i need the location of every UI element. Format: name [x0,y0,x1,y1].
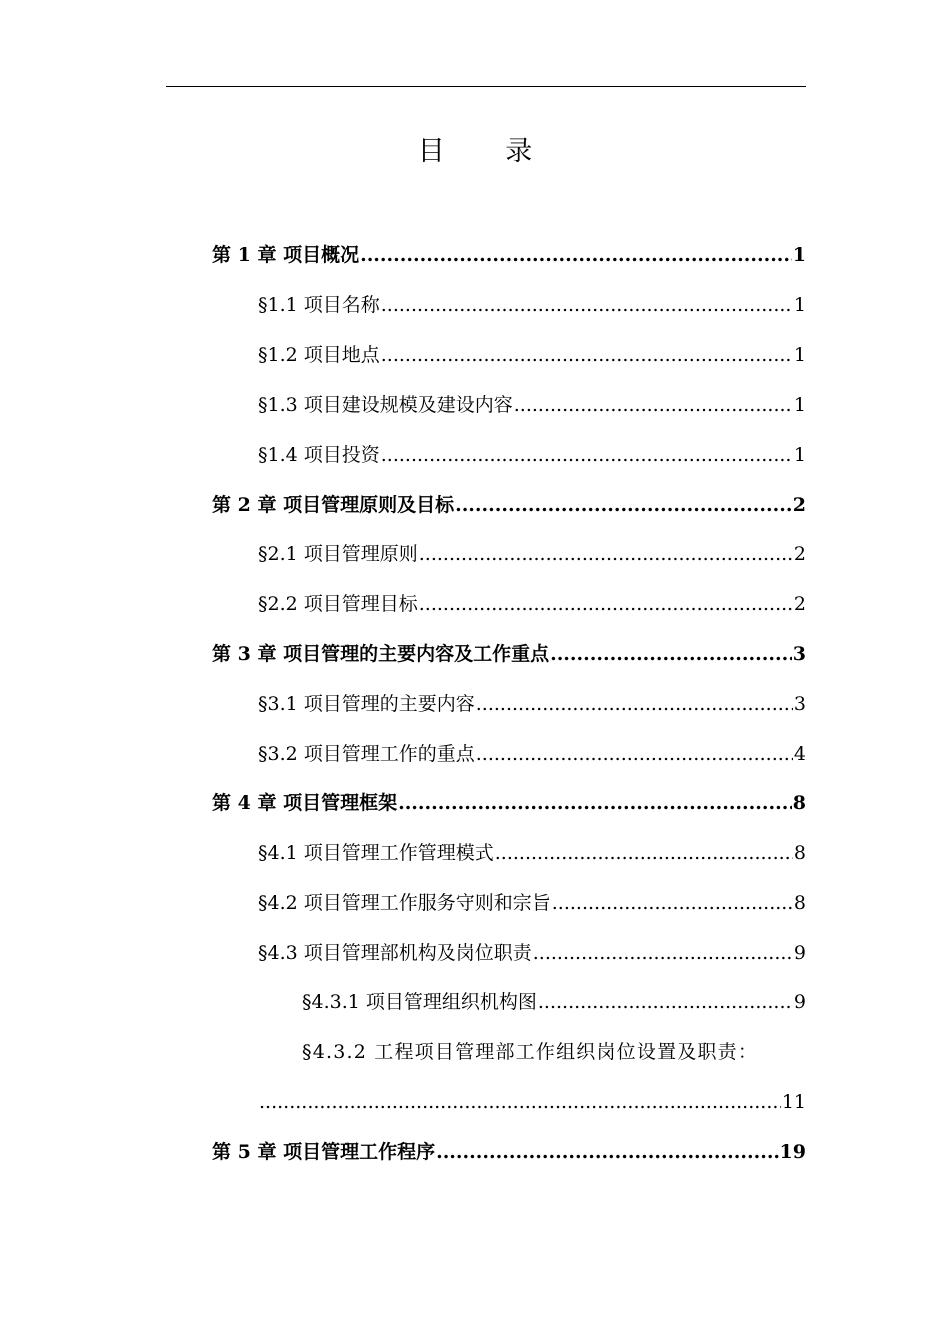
toc-entry-page: 1 [792,244,806,266]
toc-leader-dots [381,442,793,468]
toc-entry-label: §4.3.1 项目管理组织机构图 [302,991,537,1013]
toc-entry-page: 9 [793,991,806,1013]
toc-entry-4-3-2-continuation[interactable] [258,1089,806,1115]
toc-entry-chapter-3[interactable] [212,641,806,667]
toc-entry-2-1[interactable] [258,541,806,567]
toc-leader-dots [514,392,793,418]
toc-entry-1-1[interactable] [258,292,806,318]
toc-entry-label: §1.2 项目地点 [258,344,380,366]
toc-entry-label: §1.1 项目名称 [258,294,380,316]
toc-entry-page: 2 [793,593,806,615]
toc-entry-page: 1 [793,294,806,316]
toc-entry-label: §4.2 项目管理工作服务守则和宗旨 [258,892,551,914]
toc-entry-4-3[interactable] [258,940,806,966]
toc-entry-chapter-4[interactable] [212,790,806,816]
toc-entry-chapter-5[interactable] [212,1139,806,1165]
toc-leader-dots [550,641,792,667]
toc-entry-page: 8 [793,892,806,914]
toc-leader-dots [259,1089,781,1115]
toc-leader-dots [398,790,792,816]
toc-entry-label: §2.2 项目管理目标 [258,593,418,615]
toc-entry-page: 3 [792,643,806,665]
toc-entry-label: §1.3 项目建设规模及建设内容 [258,394,513,416]
toc-entry-3-1[interactable] [258,691,806,717]
toc-entry-page: 1 [793,344,806,366]
toc-entry-chapter-2[interactable] [212,492,806,518]
toc-leader-dots [533,940,793,966]
toc-entry-page: 3 [793,693,806,715]
toc-leader-dots [552,890,793,916]
toc-leader-dots [436,1139,778,1165]
toc-leader-dots [381,292,793,318]
toc-entry-1-2[interactable] [258,342,806,368]
toc-entry-page: 19 [779,1141,806,1163]
toc-entry-4-1[interactable] [258,840,806,866]
toc-entry-page: 4 [793,743,806,765]
toc-entry-page: 8 [793,842,806,864]
toc-entry-label: 第 3 章 项目管理的主要内容及工作重点 [212,643,550,665]
toc-entry-label: §2.1 项目管理原则 [258,543,418,565]
toc-entry-page: 1 [793,444,806,466]
toc-entry-1-4[interactable] [258,442,806,468]
toc-entry-4-3-2-label[interactable]: §4.3.2 工程项目管理部工作组织岗位设置及职责： [302,1041,759,1063]
toc-leader-dots [455,492,792,518]
toc-leader-dots [419,541,793,567]
toc-entry-4-2[interactable] [258,890,806,916]
toc-leader-dots [419,591,793,617]
toc-entry-label: 第 2 章 项目管理原则及目标 [212,494,455,516]
toc-entry-label: 第 4 章 项目管理框架 [212,792,398,814]
toc-entry-chapter-1[interactable] [212,242,806,268]
toc-entry-label: §3.2 项目管理工作的重点 [258,743,475,765]
toc-leader-dots [381,342,793,368]
toc-entry-label: §3.1 项目管理的主要内容 [258,693,475,715]
toc-entry-page: 9 [793,942,806,964]
toc-entry-label: §1.4 项目投资 [258,444,380,466]
toc-leader-dots [495,840,793,866]
toc-entry-label: §4.1 项目管理工作管理模式 [258,842,494,864]
toc-entry-3-2[interactable] [258,741,806,767]
toc-entry-4-3-1[interactable] [302,989,806,1015]
toc-entry-label: §4.3 项目管理部机构及岗位职责 [258,942,532,964]
toc-leader-dots [360,242,792,268]
toc-entry-page: 11 [781,1091,806,1113]
toc-entry-page: 8 [792,792,806,814]
toc-entry-page: 2 [793,543,806,565]
toc-entry-1-3[interactable] [258,392,806,418]
toc-leader-dots [538,989,793,1015]
page-title: 目 录 [417,136,559,167]
toc-entry-label: 第 1 章 项目概况 [212,244,360,266]
toc-entry-2-2[interactable] [258,591,806,617]
toc-entry-page: 2 [792,494,806,516]
toc-leader-dots [476,741,793,767]
toc-entry-label: 第 5 章 项目管理工作程序 [212,1141,436,1163]
toc-entry-page: 1 [793,394,806,416]
header-rule [166,86,806,87]
toc-leader-dots [476,691,793,717]
